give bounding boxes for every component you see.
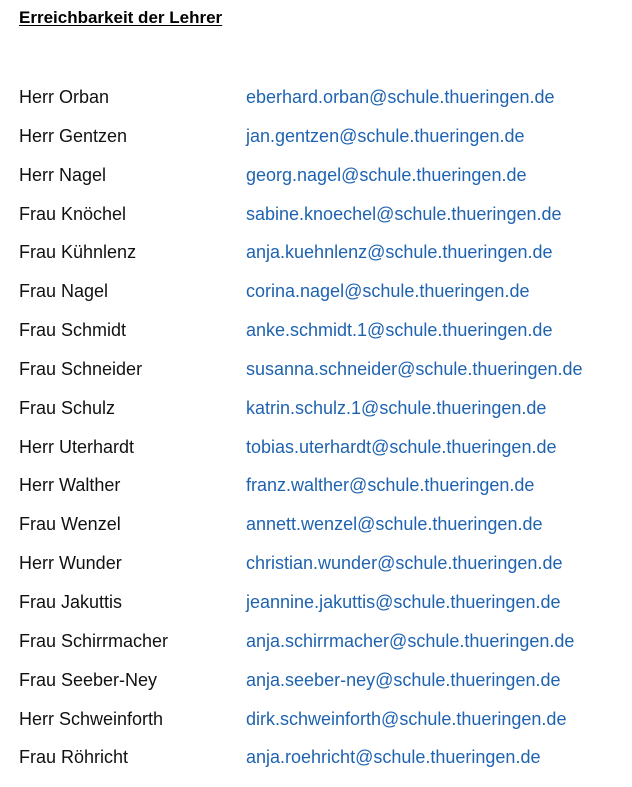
teacher-name: Frau Röhricht — [19, 747, 129, 768]
teacher-email-link[interactable]: anja.schirrmacher@schule.thueringen.de — [246, 630, 575, 651]
teacher-email-link[interactable]: anja.roehricht@schule.thueringen.de — [246, 747, 541, 768]
contact-row — [0, 472, 632, 511]
teacher-name: Herr Nagel — [19, 164, 107, 185]
contact-row — [0, 550, 632, 589]
teacher-email-link[interactable]: anja.seeber-ney@schule.thueringen.de — [246, 669, 561, 690]
teacher-email-link[interactable]: jan.gentzen@schule.thueringen.de — [246, 125, 525, 146]
contact-row — [0, 84, 632, 123]
contact-row — [0, 278, 632, 317]
teacher-email-link[interactable]: corina.nagel@schule.thueringen.de — [246, 281, 530, 302]
page-title: Erreichbarkeit der Lehrer — [19, 8, 223, 27]
teacher-email-link[interactable]: annett.wenzel@schule.thueringen.de — [246, 514, 543, 535]
teacher-name: Frau Seeber-Ney — [19, 669, 158, 690]
teacher-email-link[interactable]: anke.schmidt.1@schule.thueringen.de — [246, 320, 553, 341]
contact-row — [0, 317, 632, 356]
contact-row — [0, 162, 632, 201]
contact-row — [0, 201, 632, 240]
contact-row — [0, 123, 632, 162]
teacher-name: Herr Gentzen — [19, 125, 128, 146]
contact-row — [0, 395, 632, 434]
teacher-name: Frau Kühnlenz — [19, 242, 137, 263]
teacher-name: Frau Knöchel — [19, 203, 127, 224]
teacher-email-link[interactable]: eberhard.orban@schule.thueringen.de — [246, 87, 555, 107]
teacher-name: Frau Jakuttis — [19, 591, 123, 612]
contact-row — [0, 628, 632, 667]
contact-row — [0, 356, 632, 395]
teacher-email-link[interactable]: dirk.schweinforth@schule.thueringen.de — [246, 708, 567, 729]
teacher-email-link[interactable]: christian.wunder@schule.thueringen.de — [246, 553, 563, 574]
teacher-email-link[interactable]: jeannine.jakuttis@schule.thueringen.de — [246, 591, 561, 612]
contact-row — [0, 511, 632, 550]
contact-row — [0, 239, 632, 278]
teacher-name: Frau Wenzel — [19, 514, 121, 535]
teacher-name: Frau Schirrmacher — [19, 630, 169, 651]
teacher-name: Herr Wunder — [19, 553, 122, 574]
teacher-name: Frau Schulz — [19, 397, 116, 418]
teacher-email-link[interactable]: katrin.schulz.1@schule.thueringen.de — [246, 397, 547, 418]
contact-row — [0, 667, 632, 706]
teacher-name: Herr Walther — [19, 475, 121, 496]
teacher-name: Frau Nagel — [19, 281, 109, 302]
teacher-email-link[interactable]: tobias.uterhardt@schule.thueringen.de — [246, 436, 557, 457]
teacher-contact-list — [0, 84, 632, 783]
teacher-email-link[interactable]: georg.nagel@schule.thueringen.de — [246, 164, 527, 185]
contact-row — [0, 744, 632, 783]
teacher-name: Herr Orban — [19, 87, 110, 107]
teacher-email-link[interactable]: sabine.knoechel@schule.thueringen.de — [246, 203, 562, 224]
teacher-name: Herr Schweinforth — [19, 708, 164, 729]
contact-row — [0, 434, 632, 473]
contact-row — [0, 589, 632, 628]
teacher-email-link[interactable]: anja.kuehnlenz@schule.thueringen.de — [246, 242, 553, 263]
teacher-name: Frau Schmidt — [19, 320, 127, 341]
contact-row — [0, 706, 632, 745]
teacher-name: Frau Schneider — [19, 358, 143, 379]
teacher-email-link[interactable]: susanna.schneider@schule.thueringen.de — [246, 358, 583, 379]
teacher-email-link[interactable]: franz.walther@schule.thueringen.de — [246, 475, 535, 496]
teacher-name: Herr Uterhardt — [19, 436, 135, 457]
